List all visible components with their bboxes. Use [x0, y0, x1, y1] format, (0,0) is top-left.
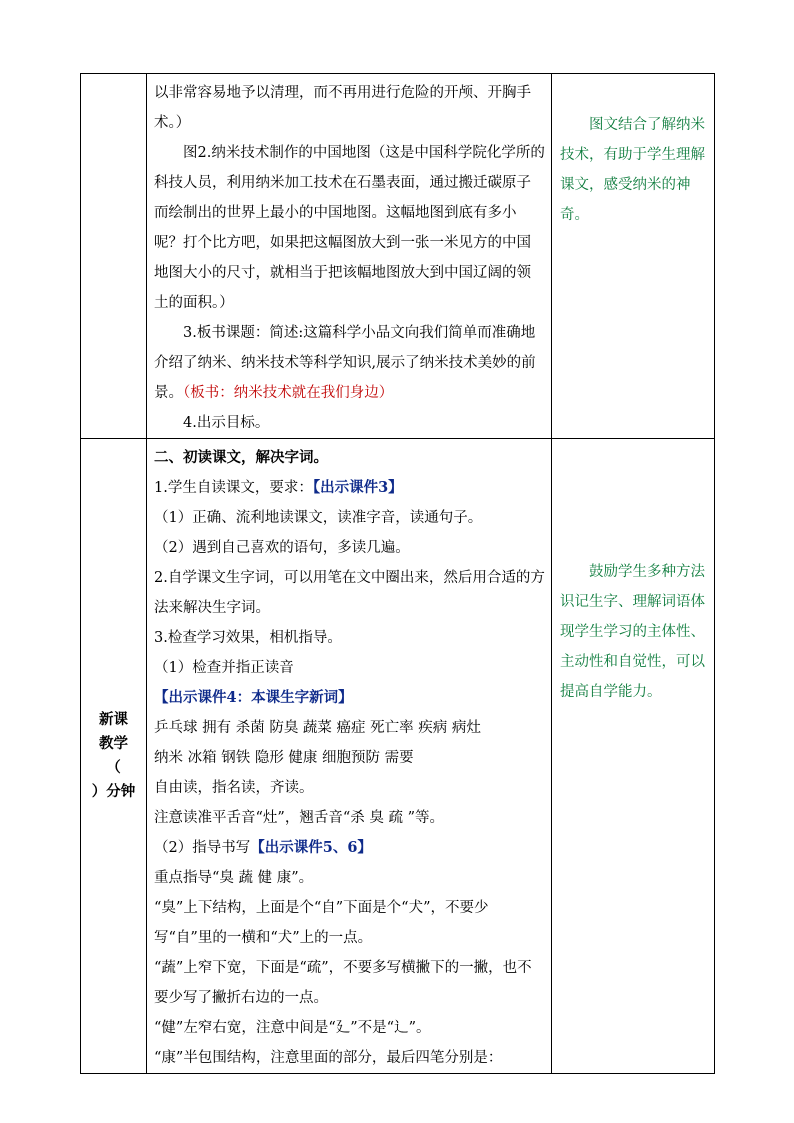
paragraph: 2.自学课文生字词，可以用笔在文中圈出来，然后用合适的方法来解决生字词。	[154, 570, 545, 616]
note-cell	[552, 439, 715, 1074]
word-list: 纳米 冰箱 钢铁 隐形 健康 细胞预防 需要	[154, 750, 414, 766]
paragraph: 以非常容易地予以清理，而不再用进行危险的开颅、开胸手术。）	[154, 85, 531, 131]
paragraph: 4.出示目标。	[183, 415, 270, 431]
text: 1.学生自读课文，要求：	[154, 480, 313, 496]
text: 3.板书课题：简述:这篇科学小品文向我们简单而准确地介绍了纳米、纳米技术等科学知识,展示了纳米技术美妙的前景。	[154, 325, 536, 401]
paragraph: 注意读准平舌音“灶”，翘舌音“杀 臭 疏 ”等。	[154, 810, 444, 826]
lesson-plan-table	[80, 73, 715, 1074]
paragraph	[154, 318, 545, 408]
paragraph: 重点指导“臭 蔬 健 康”。	[154, 870, 314, 886]
paragraph: 自由读，指名读，齐读。	[154, 780, 314, 796]
note-cell	[552, 74, 715, 439]
content-cell	[147, 439, 552, 1074]
paragraph: “健”左窄右宽，注意中间是“廴”不是“辶”。	[154, 1020, 431, 1036]
paragraph	[154, 473, 545, 503]
paragraph: （2）遇到自己喜欢的语句，多读几遍。	[154, 540, 410, 556]
word-list: 乒乓球 拥有 杀菌 防臭 蔬菜 癌症 死亡率 疾病 病灶	[154, 720, 481, 736]
paragraph	[154, 833, 545, 863]
label-line: 教学	[99, 735, 128, 752]
board-note: （板书：纳米技术就在我们身边）	[183, 385, 394, 401]
design-note: 图文结合了解纳米技术，有助于学生理解课文，感受纳米的神奇。	[560, 117, 705, 223]
paragraph: “康”半包围结构，注意里面的部分，最后四笔分别是：	[154, 1050, 503, 1066]
content-cell	[147, 74, 552, 439]
courseware-tag: 【出示课件3】	[312, 479, 403, 496]
section-label	[81, 439, 147, 1074]
paragraph: 图2.纳米技术制作的中国地图（这是中国科学院化学所的科技人员，利用纳米加工技术在石墨表面，通过搬迁碳原子而绘制出的世界上最小的中国地图。这幅地图到底有多小呢？打个比方吧，如果把这幅图放大到一张一米见方的中国地图大小的尺寸，就相当于把该幅地图放大到中国辽阔的领土的面积。）	[154, 145, 545, 311]
section-heading: 二、初读课文，解决字词。	[154, 449, 328, 466]
label-line: ）分钟	[91, 783, 136, 800]
courseware-tag: 【出示课件4：本课生字新词】	[154, 689, 353, 706]
courseware-tag: 【出示课件5、6】	[250, 839, 372, 856]
label-line: （	[106, 759, 121, 776]
text: （2）指导书写	[154, 840, 251, 856]
paragraph: “臭”上下结构，上面是个“自”下面是个“犬”，不要少写“自”里的一横和“犬”上的一点。	[154, 900, 489, 946]
empty-label-cell	[81, 74, 147, 439]
paragraph: （1）正确、流利地读课文，读准字音，读通句子。	[154, 510, 483, 526]
design-note: 鼓励学生多种方法识记生字、理解词语体现学生学习的主体性、主动性和自觉性，可以提高自学能力。	[560, 564, 705, 700]
paragraph: 3.检查学习效果，相机指导。	[154, 630, 342, 646]
paragraph: “蔬”上窄下宽，下面是“疏”，不要多写横撇下的一撇，也不要少写了撇折右边的一点。	[154, 960, 532, 1006]
table-row	[81, 439, 715, 1074]
label-line: 新课	[99, 711, 128, 728]
table-row	[81, 74, 715, 439]
paragraph: （1）检查并指正读音	[154, 660, 294, 676]
